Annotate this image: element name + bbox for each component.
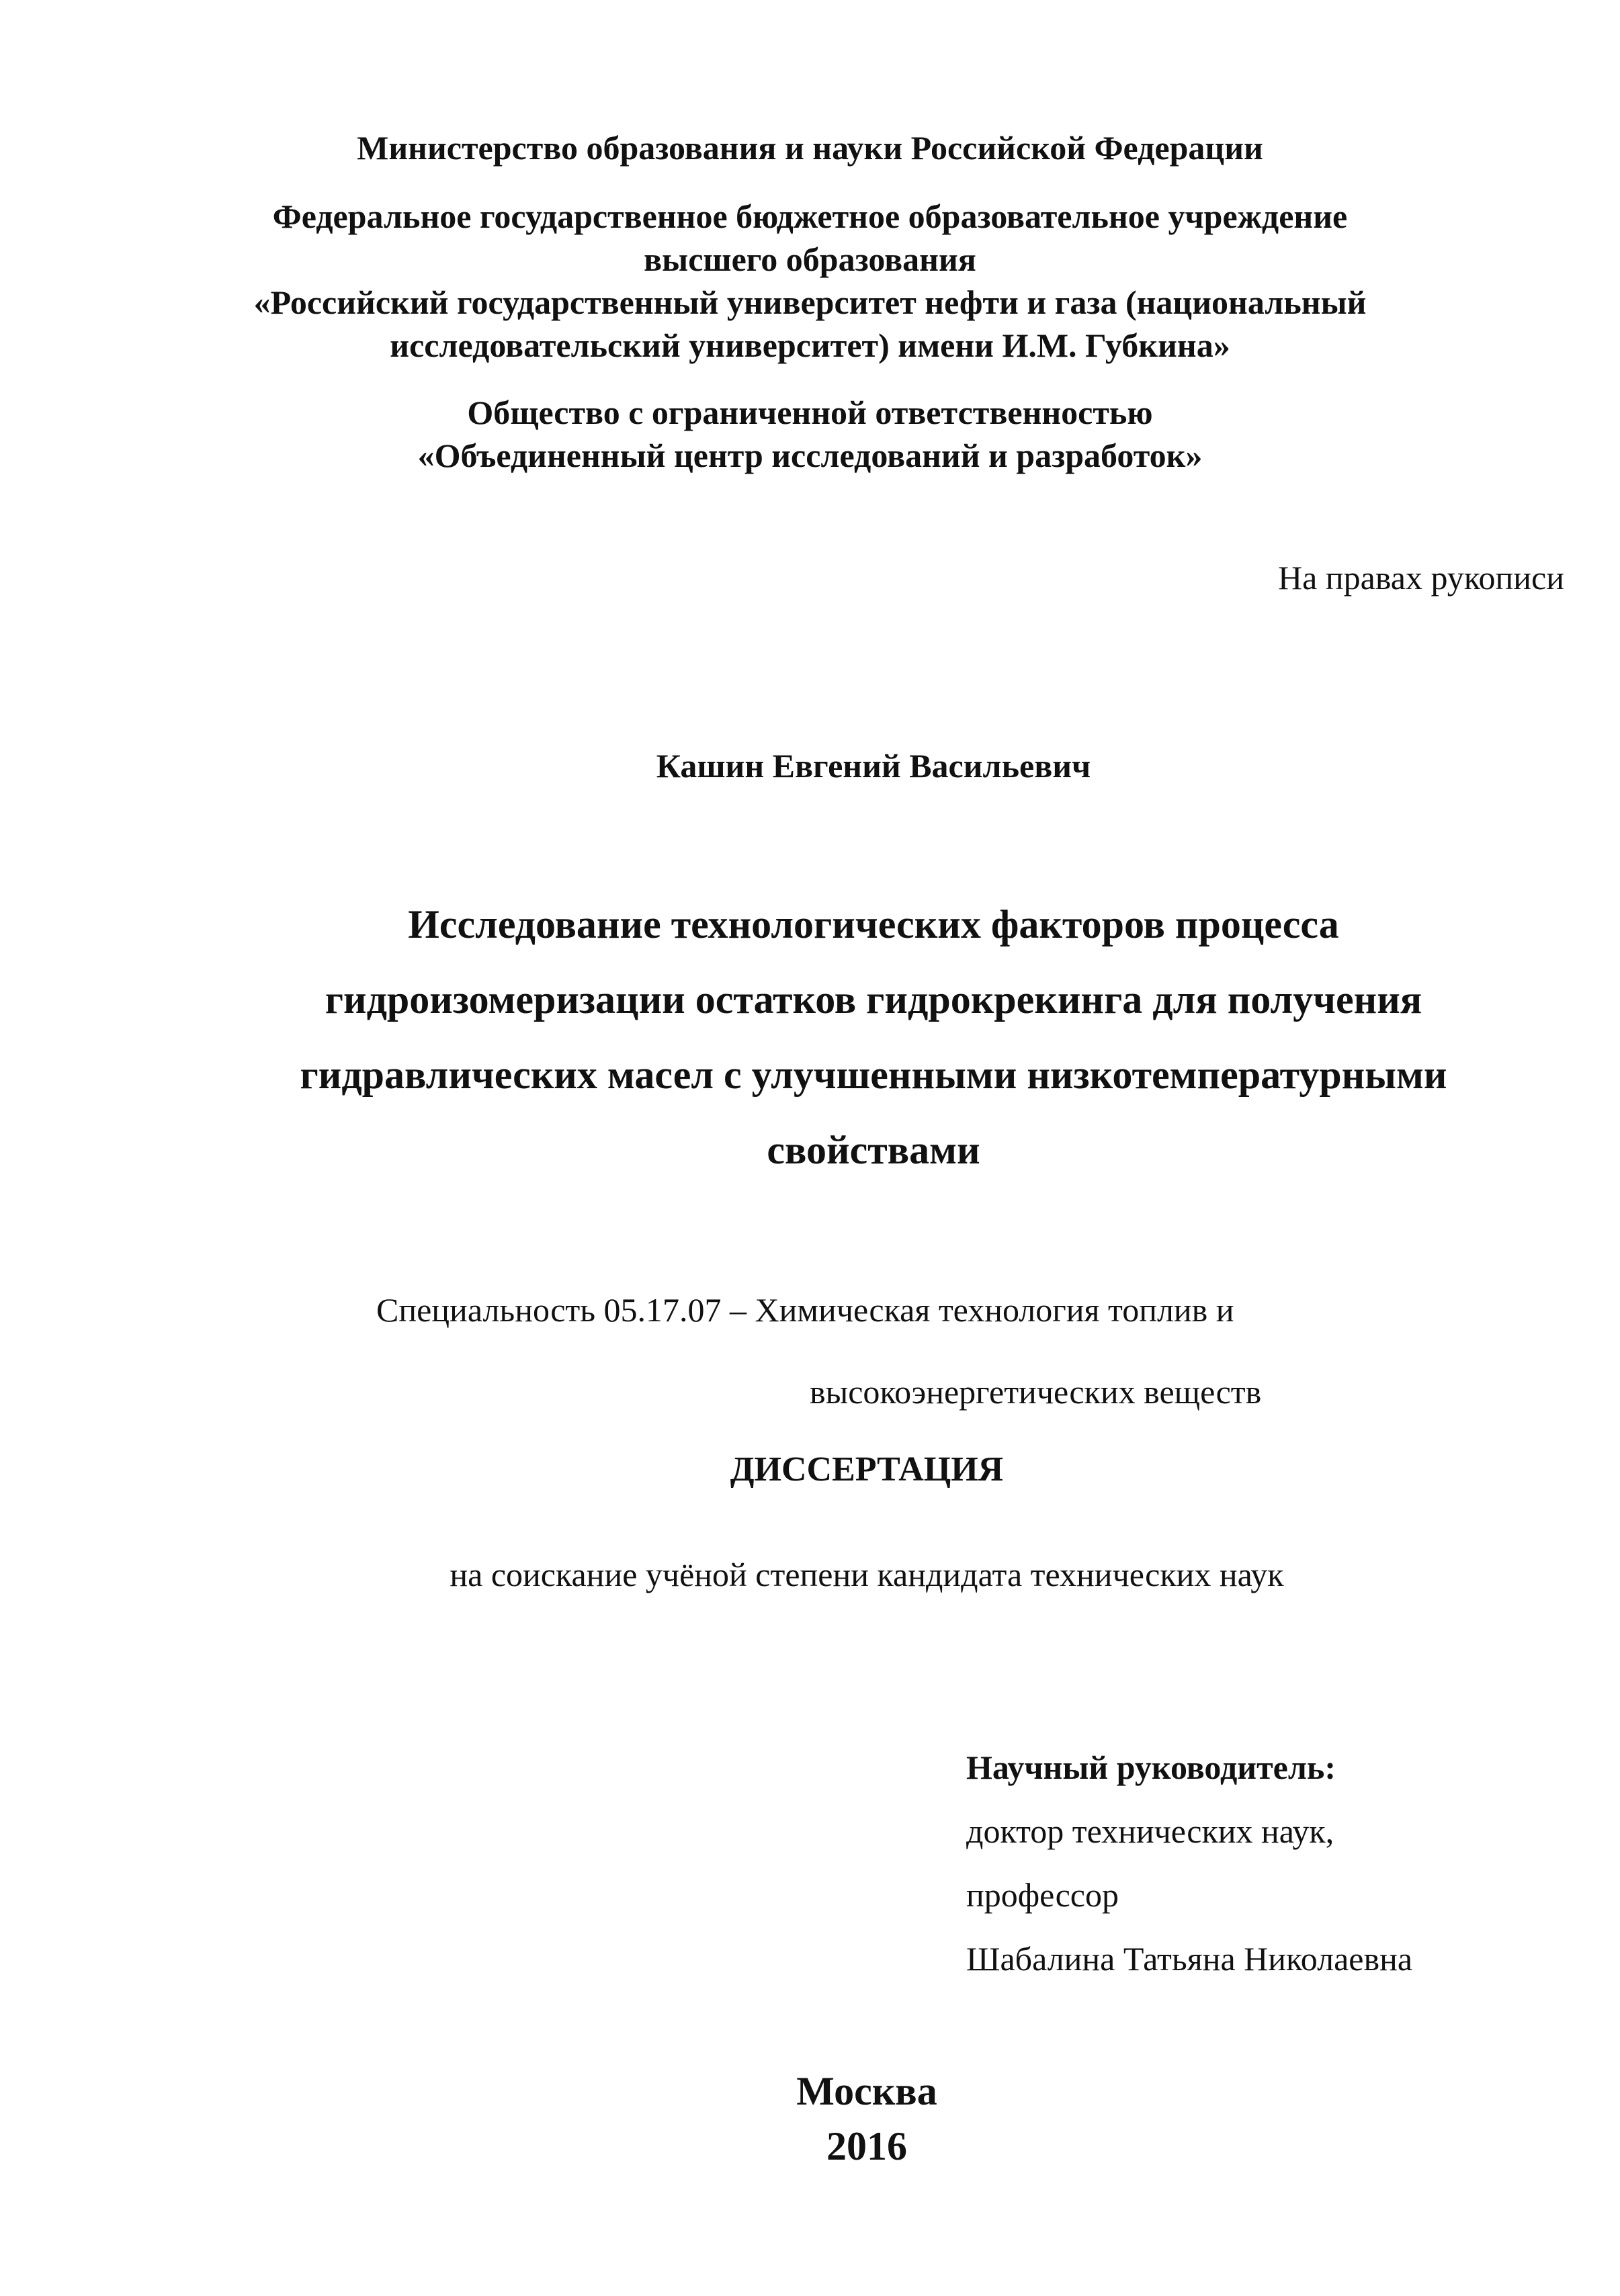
company-line-2: «Объединенный центр исследований и разработок» — [417, 437, 1203, 474]
title-line-2: гидроизомеризации остатков гидрокрекинга для получения — [325, 977, 1422, 1022]
dissertation-title — [0, 887, 1620, 1188]
title-line-4: свойствами — [767, 1128, 980, 1172]
university-line-3: «Российский государственный университет нефти и газа (национальный — [253, 283, 1367, 321]
footer — [0, 2064, 1620, 2174]
supervisor-label: Научный руководитель: — [966, 1749, 1336, 1786]
company-name — [0, 391, 1620, 477]
supervisor-block — [966, 1736, 1412, 1991]
university-line-2: высшего образования — [644, 240, 976, 278]
university-name — [0, 195, 1620, 367]
specialty-line-2: высокоэнергетических веществ — [810, 1373, 1262, 1411]
university-line-4: исследовательский университет) имени И.М. Губкина» — [390, 326, 1230, 364]
ministry-line: Министерство образования и науки Российской Федерации — [357, 129, 1263, 167]
ministry-name — [0, 126, 1620, 169]
city: Москва — [796, 2069, 937, 2113]
supervisor-line-1: доктор технических наук, — [966, 1812, 1334, 1850]
manuscript-note: На правах рукописи — [1278, 559, 1564, 597]
university-line-1: Федеральное государственное бюджетное образовательное учреждение — [272, 197, 1348, 235]
title-line-3: гидравлических масел с улучшенными низкотемпературными — [300, 1053, 1447, 1097]
specialty-line-1: Специальность 05.17.07 – Химическая технология топлив и — [376, 1291, 1234, 1329]
document-type: ДИССЕРТАЦИЯ — [730, 1450, 1004, 1489]
year: 2016 — [826, 2124, 907, 2168]
company-line-1: Общество с ограниченной ответственностью — [467, 394, 1153, 431]
supervisor-line-2: профессор — [966, 1876, 1119, 1914]
supervisor-line-3: Шабалина Татьяна Николаевна — [966, 1940, 1413, 1978]
author-name: Кашин Евгений Васильевич — [656, 747, 1091, 785]
degree-statement: на соискание учёной степени кандидата технических наук — [450, 1556, 1284, 1593]
title-line-1: Исследование технологических факторов процесса — [408, 902, 1339, 946]
